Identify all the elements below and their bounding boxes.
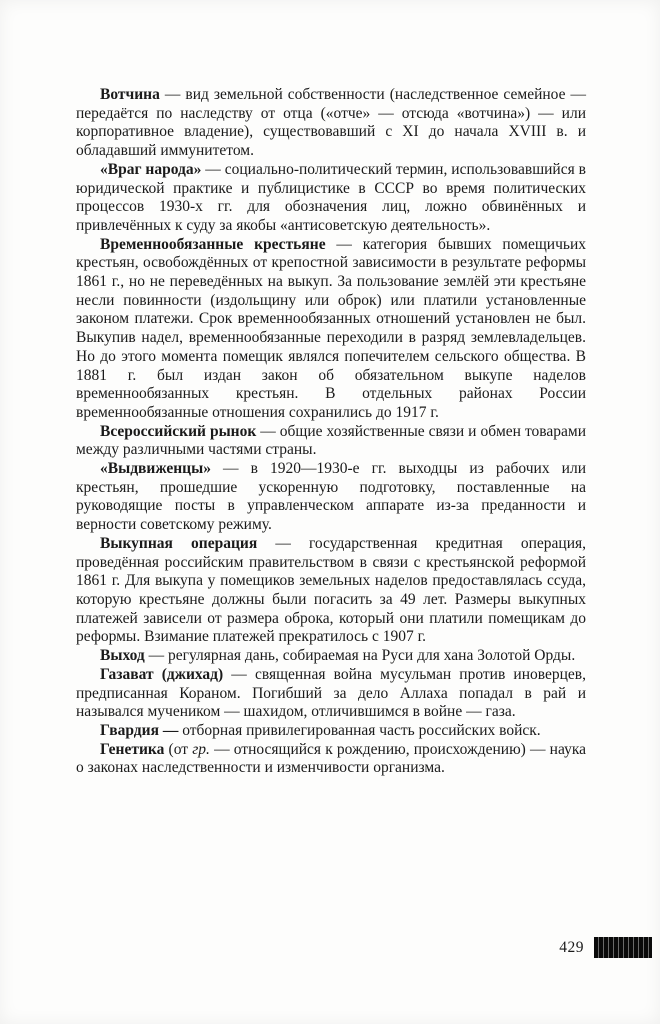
glossary-entry — [76, 666, 586, 722]
glossary-entry — [76, 161, 586, 236]
entry-text: — категория бывших помещичьих крестьян, освобождённых от крепостной зависимости в результате реформы 1861 г., но не переведённых на выкуп. За пользование землёй эти крестьяне несли повинности (издольщину или оброк) или платили установленные законом платежи. Срок временнообязанных отношений установлен не был. Выкупив надел, временнообязанные переходили в разряд землевладельцев. Но до этого момента помещик являлся попечителем сельского общества. В 1881 г. был издан закон об обязательном выкупе наделов временнообязанных крестьян. В отдельных районах России временнообязанные отношения сохранились до 1917 г. — [76, 235, 587, 421]
entry-text: гр. — [192, 740, 210, 758]
glossary-entry — [76, 647, 586, 666]
entry-text: — регулярная дань, собираемая на Руси для хана Золотой Орды. — [144, 647, 576, 665]
entry-text: — относящийся к рождению, происхождению) — наука о законах наследственности и изменчивости организма. — [76, 740, 586, 777]
entry-term: «Враг народа» — [100, 160, 202, 178]
footer-barcode-mark — [594, 937, 652, 958]
entry-text: отборная привилегированная часть российских войск. — [178, 721, 541, 739]
glossary-entry — [76, 722, 586, 741]
entry-text: — священная война мусульман против иноверцев, предписанная Кораном. Погибший за дело Аллаха попадал в рай и назывался мучеником — шахидом, отличившимся в войне — газа. — [76, 665, 586, 721]
entry-term: «Выдвиженцы» — [100, 460, 211, 478]
entry-term: Всероссийский рынок — [100, 422, 257, 440]
entry-term: Газават (джихад) — [100, 665, 224, 683]
page-number: 429 — [559, 938, 584, 956]
entry-term: Выход — [100, 647, 145, 665]
entry-term: Временнообязанные крестьяне — [100, 235, 326, 253]
entry-text: — общие хозяйственные связи и обмен товарами между различными частями страны. — [76, 422, 586, 459]
glossary-text — [76, 86, 586, 778]
entry-text: (от — [164, 740, 193, 758]
entry-term: Гвардия — — [100, 721, 179, 739]
entry-text: — в 1920—1930-е гг. выходцы из рабочих или крестьян, прошедшие ускоренную подготовку, поставленные на руководящие посты в управленческом аппарате из-за преданности и верности советскому режиму. — [76, 460, 586, 534]
glossary-entry — [76, 535, 586, 647]
entry-term: Вотчина — [100, 86, 160, 103]
entry-text: — социально-политический термин, использовавшийся в юридической практике и публицистике в СССР во время политических процессов 1930-х гг. для обозначения лиц, ложно обвинённых и привлечённых к суду за якобы «антисоветскую деятельность». — [76, 160, 586, 234]
glossary-entry — [76, 86, 586, 161]
glossary-entry — [76, 741, 586, 778]
glossary-entry — [76, 423, 586, 460]
entry-term: Выкупная операция — [100, 534, 258, 552]
entry-text: — государственная кредитная операция, проведённая российским правительством в связи с крестьянской реформой 1861 г. Для выкупа у помещиков земельных наделов предоставлялась ссуда, которую крестьяне должны были погасить за 49 лет. Размеры выкупных платежей зависели от размера оброка, который они платили помещикам до реформы. Взимание платежей прекратилось с 1907 г. — [76, 534, 586, 646]
page-footer — [559, 937, 652, 958]
entry-term: Генетика — [100, 740, 165, 758]
glossary-entry — [76, 236, 586, 423]
entry-text: — вид земельной собственности (наследственное семейное — передаётся по наследству от отца («отче» — отсюда «вотчина») — или корпоративное владение), существовавший с XI до начала XVIII в. и обладавший иммунитетом. — [76, 86, 586, 160]
glossary-entry — [76, 460, 586, 535]
